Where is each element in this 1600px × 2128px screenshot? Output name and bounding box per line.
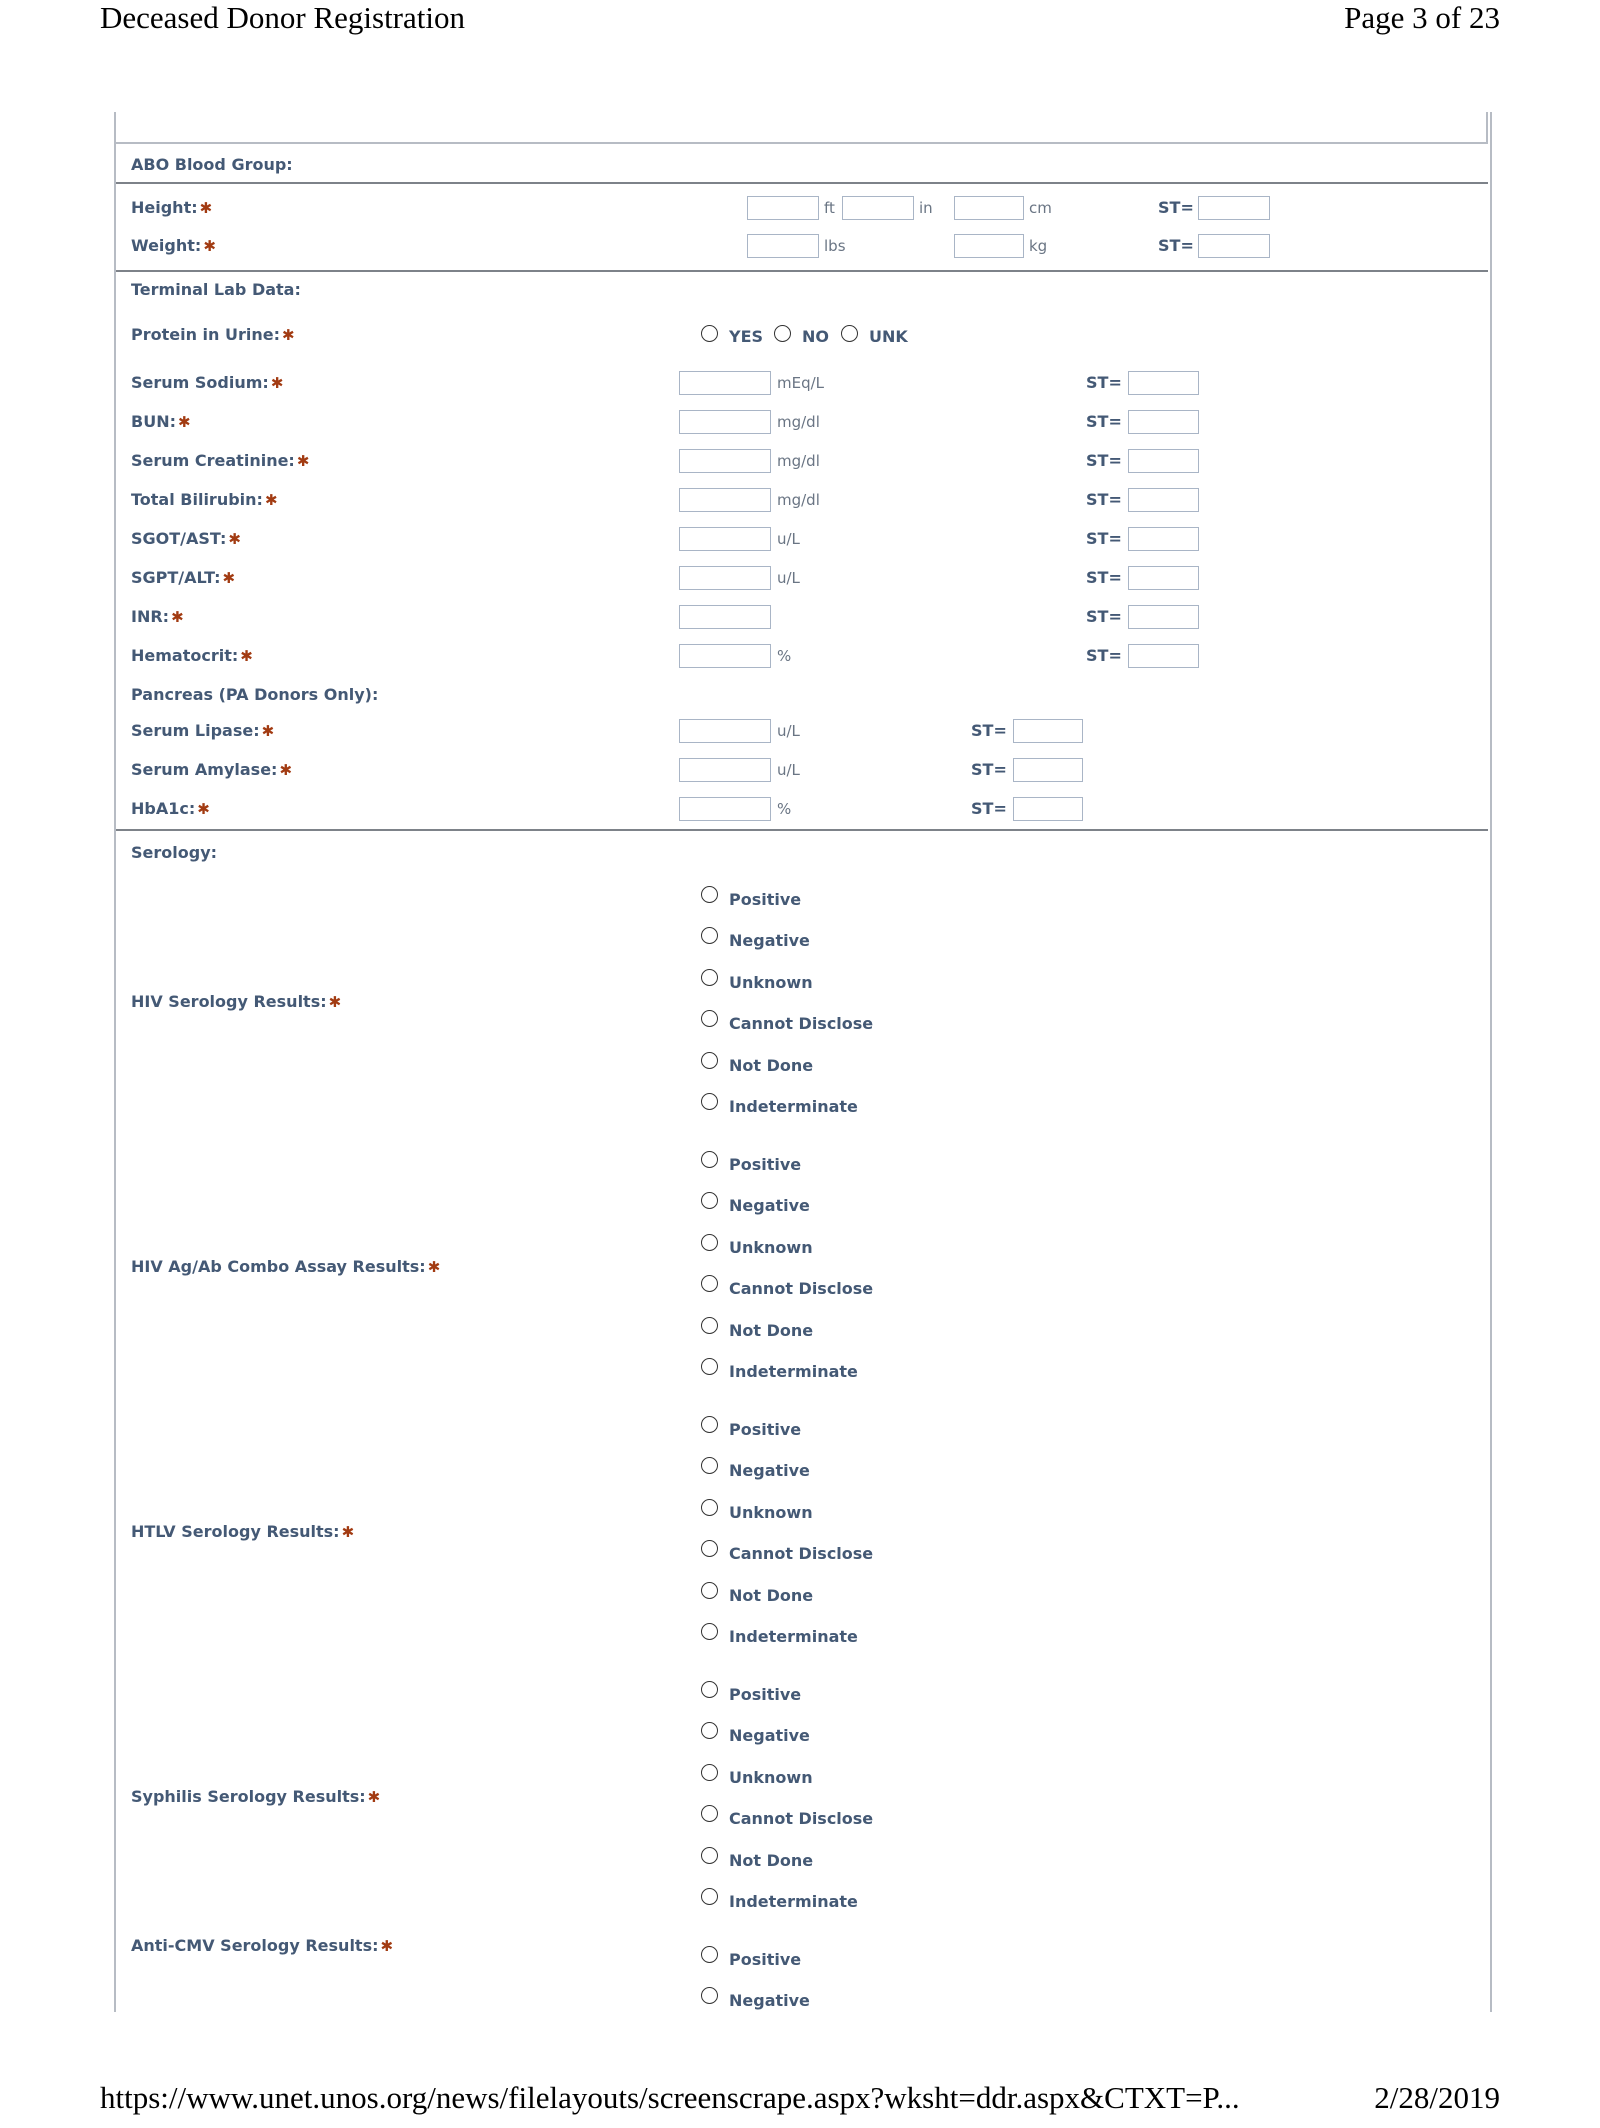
pancreas-lab-unit: u/L [777, 761, 800, 779]
lab-unit: mEq/L [777, 374, 825, 392]
weight-lbs-input[interactable] [747, 234, 819, 258]
serology-radio[interactable] [701, 1234, 718, 1251]
pancreas-lab-unit: % [777, 800, 792, 818]
serology-group-label: Anti-CMV Serology Results: ✱ [131, 1936, 394, 1955]
serology-option: Cannot Disclose [729, 1809, 874, 1828]
lab-unit: u/L [777, 530, 800, 548]
lab-label: Total Bilirubin: ✱ [131, 490, 278, 509]
serology-radio[interactable] [701, 1499, 718, 1516]
lab-input[interactable] [679, 449, 771, 473]
weight-label: Weight: ✱ [131, 236, 216, 255]
serology-radio[interactable] [701, 1457, 718, 1474]
height-ft-input[interactable] [747, 196, 819, 220]
serology-option: Negative [729, 1726, 810, 1745]
weight-kg-input[interactable] [954, 234, 1024, 258]
required-icon: ✱ [228, 530, 241, 548]
serology-group-label: HIV Ag/Ab Combo Assay Results: ✱ [131, 1257, 441, 1276]
protein-unk-label: UNK [869, 327, 908, 346]
footer-url: https://www.unet.unos.org/news/filelayouts/screenscrape.aspx?wksht=ddr.aspx&CTXT=P... [100, 2080, 1240, 2115]
serology-option: Cannot Disclose [729, 1544, 874, 1563]
lab-label: Serum Creatinine: ✱ [131, 451, 310, 470]
serology-option: Unknown [729, 1238, 813, 1257]
required-icon: ✱ [341, 1523, 355, 1541]
required-icon: ✱ [240, 647, 253, 665]
serology-option: Positive [729, 1420, 802, 1439]
pancreas-lab-input[interactable] [679, 797, 771, 821]
lab-input[interactable] [679, 527, 771, 551]
serology-option: Not Done [729, 1321, 814, 1340]
lab-st-label: ST= [1086, 568, 1122, 587]
serology-option: Positive [729, 1155, 802, 1174]
pancreas-st-input[interactable] [1013, 719, 1083, 743]
required-icon: ✱ [177, 413, 191, 431]
weight-st-label: ST= [1158, 236, 1194, 255]
lab-st-input[interactable] [1128, 605, 1199, 629]
page-number: Page 3 of 23 [1344, 0, 1500, 35]
lab-input[interactable] [679, 410, 771, 434]
lab-st-input[interactable] [1128, 566, 1199, 590]
lab-st-input[interactable] [1128, 371, 1199, 395]
lab-unit: mg/dl [777, 491, 820, 509]
required-icon: ✱ [197, 800, 210, 818]
serology-radio[interactable] [701, 1275, 718, 1292]
document-title: Deceased Donor Registration [100, 0, 465, 35]
serology-radio[interactable] [701, 1888, 718, 1905]
lab-st-input[interactable] [1128, 449, 1199, 473]
pancreas-lab-label: HbA1c: ✱ [131, 799, 210, 818]
required-icon: ✱ [203, 237, 216, 255]
height-label: Height: ✱ [131, 198, 213, 217]
pancreas-st-label: ST= [971, 760, 1007, 779]
serology-radio[interactable] [701, 1722, 718, 1739]
serology-radio[interactable] [701, 1358, 718, 1375]
lab-label: SGOT/AST: ✱ [131, 529, 241, 548]
serology-radio[interactable] [701, 969, 718, 986]
serology-radio[interactable] [701, 1623, 718, 1640]
lab-label: INR: ✱ [131, 607, 184, 626]
lab-input[interactable] [679, 644, 771, 668]
required-icon: ✱ [427, 1258, 441, 1276]
unit-kg: kg [1029, 237, 1048, 255]
serology-radio[interactable] [701, 1681, 718, 1698]
pancreas-st-input[interactable] [1013, 797, 1083, 821]
serology-group-label: Syphilis Serology Results: ✱ [131, 1787, 381, 1806]
required-icon: ✱ [264, 491, 278, 509]
required-icon: ✱ [171, 608, 184, 626]
lab-label: Serum Sodium: ✱ [131, 373, 284, 392]
lab-st-input[interactable] [1128, 527, 1199, 551]
pancreas-lab-label: Serum Amylase: ✱ [131, 760, 293, 779]
pancreas-st-label: ST= [971, 799, 1007, 818]
lab-unit: mg/dl [777, 413, 820, 431]
serology-option: Negative [729, 1196, 810, 1215]
serology-radio[interactable] [701, 1192, 718, 1209]
protein-urine-label: Protein in Urine: ✱ [131, 325, 295, 344]
protein-no-label: NO [802, 327, 829, 346]
unit-ft: ft [824, 199, 835, 217]
serology-option: Negative [729, 931, 810, 950]
serology-radio[interactable] [701, 1317, 718, 1334]
serology-group-label: HIV Serology Results: ✱ [131, 992, 342, 1011]
lab-input[interactable] [679, 488, 771, 512]
serology-group-label: HTLV Serology Results: ✱ [131, 1522, 355, 1541]
required-icon: ✱ [279, 761, 293, 779]
serology-radio[interactable] [701, 1987, 718, 2004]
serology-option: Positive [729, 890, 802, 909]
serology-radio[interactable] [701, 1540, 718, 1557]
pancreas-lab-input[interactable] [679, 758, 771, 782]
serology-option: Not Done [729, 1056, 814, 1075]
required-icon: ✱ [222, 569, 236, 587]
serology-option: Unknown [729, 973, 813, 992]
serology-radio[interactable] [701, 1010, 718, 1027]
serology-radio[interactable] [701, 1847, 718, 1864]
required-icon: ✱ [328, 993, 342, 1011]
lab-st-input[interactable] [1128, 488, 1199, 512]
serology-option: Not Done [729, 1851, 814, 1870]
lab-st-label: ST= [1086, 412, 1122, 431]
serology-option: Positive [729, 1685, 802, 1704]
unit-cm: cm [1029, 199, 1052, 217]
lab-label: SGPT/ALT: ✱ [131, 568, 236, 587]
pancreas-lab-unit: u/L [777, 722, 800, 740]
serology-option: Cannot Disclose [729, 1014, 874, 1033]
lab-st-label: ST= [1086, 451, 1122, 470]
height-cm-input[interactable] [954, 196, 1024, 220]
height-in-input[interactable] [842, 196, 914, 220]
lab-input[interactable] [679, 371, 771, 395]
serology-option: Negative [729, 1461, 810, 1480]
lab-st-label: ST= [1086, 646, 1122, 665]
serology-option: Indeterminate [729, 1362, 858, 1381]
lab-st-input[interactable] [1128, 410, 1199, 434]
serology-option: Negative [729, 1991, 810, 2010]
lab-st-label: ST= [1086, 373, 1122, 392]
lab-label: BUN: ✱ [131, 412, 191, 431]
separator [116, 182, 1488, 184]
footer-date: 2/28/2019 [1374, 2080, 1500, 2115]
weight-st-input[interactable] [1198, 234, 1270, 258]
protein-no-radio[interactable] [774, 325, 791, 342]
serology-option: Unknown [729, 1503, 813, 1522]
serology-option: Indeterminate [729, 1097, 858, 1116]
serology-radio[interactable] [701, 1764, 718, 1781]
protein-unk-radio[interactable] [841, 325, 858, 342]
lab-st-label: ST= [1086, 490, 1122, 509]
height-st-input[interactable] [1198, 196, 1270, 220]
lab-unit: mg/dl [777, 452, 820, 470]
protein-yes-radio[interactable] [701, 325, 718, 342]
serology-radio[interactable] [701, 1946, 718, 1963]
serology-radio[interactable] [701, 1416, 718, 1433]
pancreas-st-label: ST= [971, 721, 1007, 740]
serology-label: Serology: [131, 843, 218, 862]
serology-option: Unknown [729, 1768, 813, 1787]
height-st-label: ST= [1158, 198, 1194, 217]
serology-radio[interactable] [701, 1093, 718, 1110]
serology-radio[interactable] [701, 886, 718, 903]
required-icon: ✱ [261, 722, 275, 740]
required-icon: ✱ [270, 374, 284, 392]
required-icon: ✱ [199, 199, 213, 217]
lab-unit: u/L [777, 569, 800, 587]
pancreas-lab-label: Serum Lipase: ✱ [131, 721, 275, 740]
pancreas-st-input[interactable] [1013, 758, 1083, 782]
required-icon: ✱ [367, 1788, 381, 1806]
top-strip [114, 112, 1488, 144]
pancreas-lab-input[interactable] [679, 719, 771, 743]
separator [116, 270, 1488, 272]
serology-option: Indeterminate [729, 1627, 858, 1646]
lab-input[interactable] [679, 605, 771, 629]
serology-option: Indeterminate [729, 1892, 858, 1911]
terminal-lab-label: Terminal Lab Data: [131, 280, 301, 299]
unit-lbs: lbs [824, 237, 846, 255]
serology-option: Not Done [729, 1586, 814, 1605]
pancreas-label: Pancreas (PA Donors Only): [131, 685, 379, 704]
required-icon: ✱ [380, 1937, 394, 1955]
separator [116, 829, 1488, 831]
serology-radio[interactable] [701, 1052, 718, 1069]
serology-radio[interactable] [701, 1805, 718, 1822]
serology-radio[interactable] [701, 1151, 718, 1168]
abo-label: ABO Blood Group: [131, 155, 293, 174]
page-header [100, 0, 1500, 40]
serology-option: Cannot Disclose [729, 1279, 874, 1298]
serology-radio[interactable] [701, 927, 718, 944]
lab-input[interactable] [679, 566, 771, 590]
lab-st-label: ST= [1086, 529, 1122, 548]
required-icon: ✱ [296, 452, 310, 470]
required-icon: ✱ [282, 326, 295, 344]
unit-in: in [919, 199, 933, 217]
protein-yes-label: YES [729, 327, 764, 346]
lab-st-input[interactable] [1128, 644, 1199, 668]
lab-unit: % [777, 647, 792, 665]
lab-st-label: ST= [1086, 607, 1122, 626]
serology-radio[interactable] [701, 1582, 718, 1599]
serology-option: Positive [729, 1950, 802, 1969]
lab-label: Hematocrit: ✱ [131, 646, 253, 665]
